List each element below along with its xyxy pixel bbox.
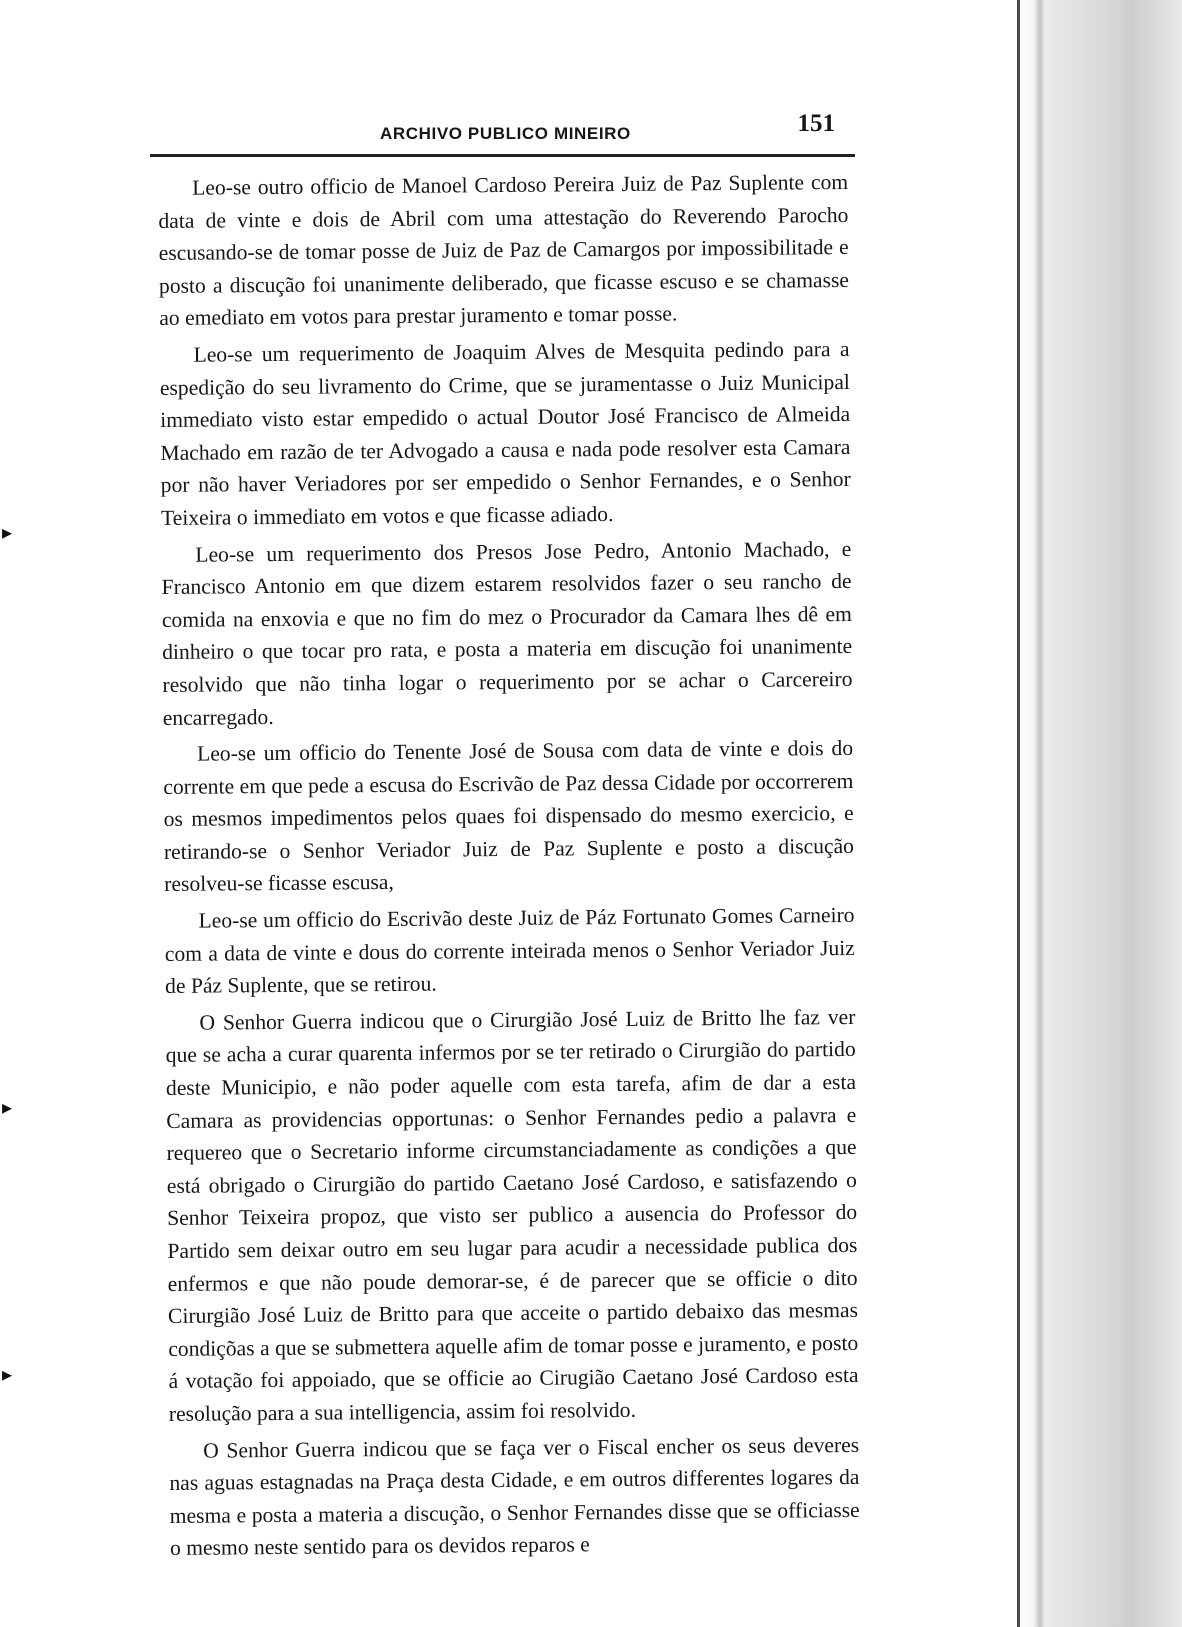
margin-mark: ▸: [2, 522, 13, 544]
paragraph: Leo-se um officio do Escrivão deste Juiz de Páz Fortunato Gomes Carneiro com a data de vinte e dous do corrente inteirada menos o Senhor Veriador Juiz de Páz Suplente, que se retirou.: [164, 903, 855, 999]
paragraph: Leo-se um officio do Tenente José de Sousa com data de vinte e dois do corrente em que pede a escusa do Escrivão de Paz dessa Cidade por occorrerem os mesmos impedimentos pelos quaes foi dispensado do mesmo exercicio, e retirando-se o Senhor Veriador Juiz de Paz Suplente e posto a discução resolveu-se ficasse escusa,: [163, 736, 855, 897]
paragraph: Leo-se um requerimento dos Presos Jose Pedro, Antonio Machado, e Francisco Antonio em que dizem estarem resolvidos fazer o seu rancho de comida na enxovia e que no fim do mez o Procurador da Camara lhes dê em dinheiro o que tocar pro rata, e posta a materia em discução foi unanimente resolvido que não tinha logar o requerimento por se achar o Carcereiro encarregado.: [161, 536, 853, 730]
margin-mark: ▸: [2, 1097, 13, 1119]
margin-mark: ▸: [2, 1364, 13, 1386]
page-edge-line: [1017, 0, 1020, 1627]
paragraph: O Senhor Guerra indicou que o Cirurgião José Luiz de Britto lhe faz ver que se acha a curar quarenta infermos por se ter retirado o Cirurgião do partido deste Municipio, e não poder aquelle com esta tarefa, afim de dar a esta Camara as providencias opportunas: o Senhor Fernandes pedio a palavra e requereo que o Secretario informe circumstanciadamente as condições a que está obrigado o Cirurgião do partido Caetano José Cardoso, e satisfazendo o Senhor Teixeira propoz, que visto ser publico a ausencia do Professor do Partido sem deixar outro em seu lugar para acudir a necessidade publica dos enfermos e que não poude demorar-se, é de parecer que se officie o dito Cirurgião José Luiz de Britto para que acceite o partido debaixo das mesmas condiçõas a que se submettera aquelle afim de tomar posse e juramento, e posto á votação foi appoiado, que se officie ao Cirugião Caetano José Cardoso esta resolução para a sua intelligencia, assim foi resolvido.: [165, 1004, 859, 1426]
page-header: [150, 108, 855, 158]
running-title: ARCHIVO PUBLICO MINEIRO: [380, 124, 631, 143]
header-rule: [150, 154, 855, 157]
body-text: [158, 166, 860, 1569]
paragraph: Leo-se outro officio de Manoel Cardoso Pereira Juiz de Paz Suplente com data de vinte e dois de Abril com uma attestação do Reverendo Parocho escusando-se de tomar posse de Juiz de Paz de Camargos por impossibilitade e posto a discução foi unanimente deliberado, que ficasse escuso e se chamasse ao emediato em votos para prestar juramento e tomar posse.: [158, 169, 850, 331]
page-number: 151: [797, 110, 835, 137]
page-edge-shadow: [1017, 0, 1182, 1627]
paragraph: Leo-se um requerimento de Joaquim Alves de Mesquita pedindo para a espedição do seu livramento do Crime, que se juramentasse o Juiz Municipal immediato visto estar empedido o actual Doutor José Francisco de Almeida Machado em razão de ter Advogado a causa e nada pode resolver esta Camara por não haver Veriadores por ser empedido o Senhor Fernandes, e o Senhor Teixeira o immediato em votos e que ficasse adiado.: [159, 336, 851, 530]
paragraph: O Senhor Guerra indicou que se faça ver o Fiscal encher os seus deveres nas aguas estagnadas na Praça desta Cidade, e em outros differentes logares da mesma e posta a materia a discução, o Senhor Fernandes disse que se officiasse o mesmo neste sentido para os devidos reparos e: [169, 1432, 860, 1561]
